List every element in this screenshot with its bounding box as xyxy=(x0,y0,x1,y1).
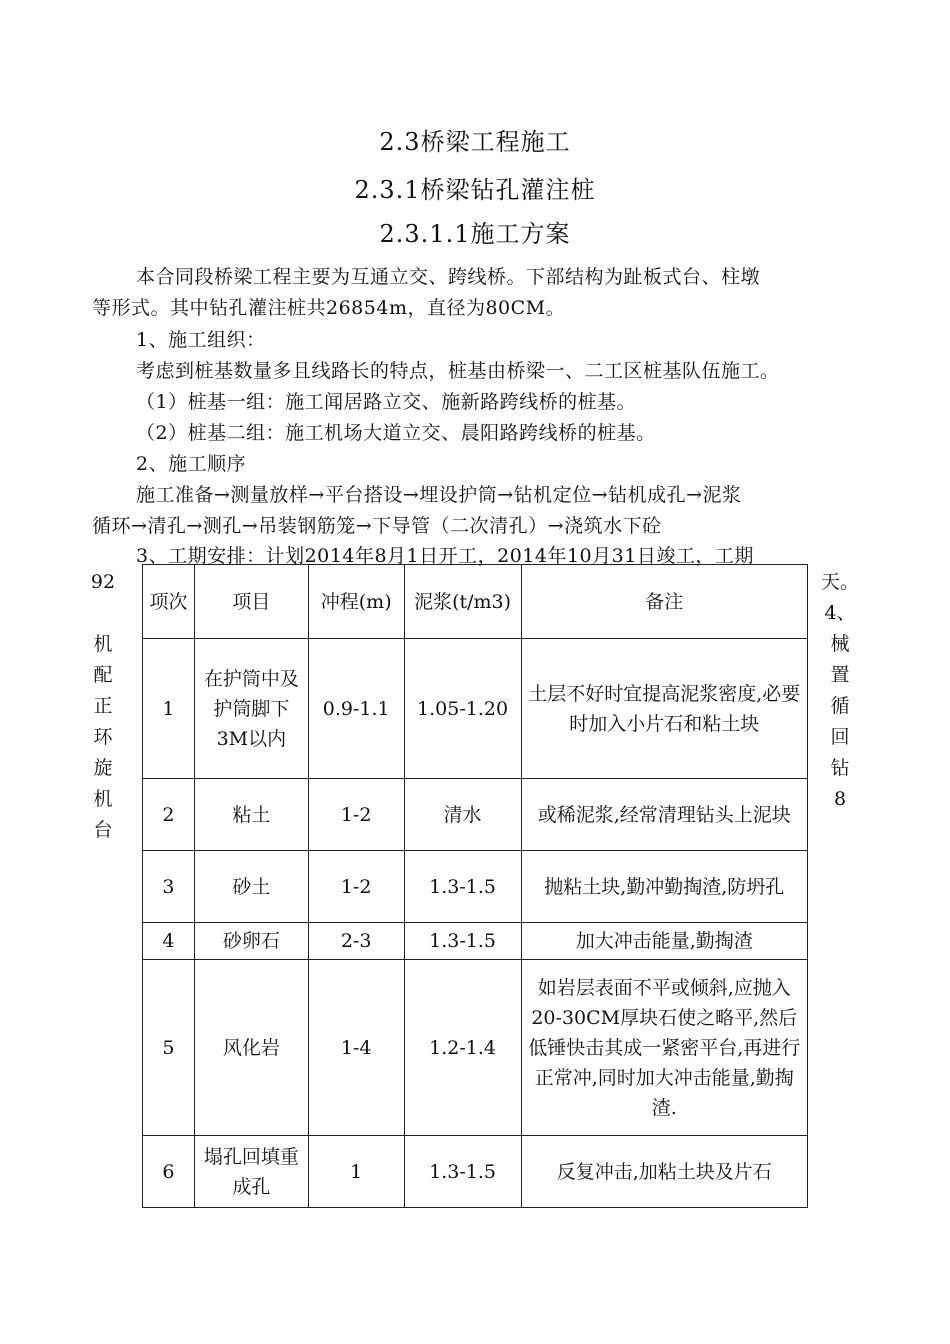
table-cell: 清水 xyxy=(404,779,521,851)
margin-char: 旋 xyxy=(93,757,113,779)
margin-char: 机 xyxy=(93,633,113,655)
paragraph-line: 等形式。其中钻孔灌注桩共26854m，直径为80CM。 xyxy=(92,297,566,319)
table-cell: 砂土 xyxy=(194,851,308,923)
margin-char: 正 xyxy=(93,695,113,717)
table-cell: 4 xyxy=(143,923,195,960)
table-cell: 或稀泥浆,经常清理钻头上泥块 xyxy=(521,779,808,851)
table-cell: 如岩层表面不平或倾斜,应抛入20-30CM厚块石使之略平,然后低锤快击其成一紧密平台,再进行正常冲,同时加大冲击能量,勤掏渣. xyxy=(521,960,808,1136)
margin-char xyxy=(86,598,120,629)
table-cell: 1.3-1.5 xyxy=(404,923,521,960)
table-row xyxy=(143,779,808,851)
paragraph-line: 本合同段桥梁工程主要为互通立交、跨线桥。下部结构为趾板式台、柱墩 xyxy=(136,266,761,288)
left-margin-text xyxy=(86,567,120,846)
margin-char: 台 xyxy=(93,819,113,841)
margin-char: 92 xyxy=(90,571,116,593)
table-cell: 反复冲击,加粘土块及片石 xyxy=(521,1136,808,1208)
paragraph-line: （1）桩基一组：施工闻居路立交、施新路跨线桥的桩基。 xyxy=(136,391,637,413)
margin-char: 械 xyxy=(830,633,850,655)
table-cell: 加大冲击能量,勤掏渣 xyxy=(521,923,808,960)
paragraph-line: 3、工期安排：计划2014年8月1日开工，2014年10月31日竣工，工期 xyxy=(136,545,754,567)
table-cell: 1-2 xyxy=(308,779,404,851)
subsection-title: 2.3.1桥梁钻孔灌注桩 xyxy=(354,176,596,204)
section-title: 2.3桥梁工程施工 xyxy=(379,128,571,156)
margin-char: 置 xyxy=(830,664,850,686)
paragraph-line: （2）桩基二组：施工机场大道立交、晨阳路跨线桥的桩基。 xyxy=(136,422,656,444)
header-cell: 项次 xyxy=(143,565,195,639)
drilling-parameters-table xyxy=(142,564,808,1208)
paragraph-line: 1、施工组织： xyxy=(136,329,266,351)
margin-char: 机 xyxy=(93,788,113,810)
table-cell: 3 xyxy=(143,851,195,923)
table-header-row xyxy=(143,565,808,639)
table-cell: 2 xyxy=(143,779,195,851)
table-cell: 粘土 xyxy=(194,779,308,851)
margin-char: 钻 xyxy=(830,757,850,779)
paragraph-line: 施工准备→测量放样→平台搭设→埋设护筒→钻机定位→钻机成孔→泥浆 xyxy=(136,484,742,506)
table-row xyxy=(143,1136,808,1208)
table-cell: 风化岩 xyxy=(194,960,308,1136)
margin-char: 循 xyxy=(830,695,850,717)
table-row xyxy=(143,923,808,960)
table-cell: 6 xyxy=(143,1136,195,1208)
paragraph-line: 循环→清孔→测孔→吊装钢筋笼→下导管（二次清孔）→浇筑水下砼 xyxy=(92,515,662,537)
table-cell: 1-4 xyxy=(308,960,404,1136)
right-margin-text xyxy=(815,567,865,815)
margin-char: 天。 xyxy=(820,571,859,593)
table-cell: 1 xyxy=(308,1136,404,1208)
margin-char: 回 xyxy=(830,726,850,748)
table-cell: 5 xyxy=(143,960,195,1136)
header-cell: 泥浆(t/m3) xyxy=(404,565,521,639)
table-cell: 在护筒中及护筒脚下3M以内 xyxy=(194,639,308,779)
header-cell: 项目 xyxy=(194,565,308,639)
paragraph-line: 2、施工顺序 xyxy=(136,453,247,475)
margin-char: 环 xyxy=(93,726,113,748)
margin-char: 4、 xyxy=(824,602,856,624)
table-cell: 2-3 xyxy=(308,923,404,960)
table-row xyxy=(143,851,808,923)
paragraph-line: 考虑到桩基数量多且线路长的特点，桩基由桥梁一、二工区桩基队伍施工。 xyxy=(136,360,780,382)
sub-subsection-title: 2.3.1.1施工方案 xyxy=(379,220,571,248)
table-cell: 砂卵石 xyxy=(194,923,308,960)
header-cell: 备注 xyxy=(521,565,808,639)
table-cell: 1 xyxy=(143,639,195,779)
margin-char: 8 xyxy=(833,788,847,810)
table-cell: 1.05-1.20 xyxy=(404,639,521,779)
table-row xyxy=(143,960,808,1136)
table-row xyxy=(143,639,808,779)
header-cell: 冲程(m) xyxy=(308,565,404,639)
table-cell: 0.9-1.1 xyxy=(308,639,404,779)
margin-char: 配 xyxy=(93,664,113,686)
table-cell: 1.3-1.5 xyxy=(404,851,521,923)
table-cell: 1.3-1.5 xyxy=(404,1136,521,1208)
table-cell: 抛粘土块,勤冲勤掏渣,防坍孔 xyxy=(521,851,808,923)
table-cell: 1-2 xyxy=(308,851,404,923)
table-cell: 塌孔回填重成孔 xyxy=(194,1136,308,1208)
table-cell: 土层不好时宜提高泥浆密度,必要时加入小片石和粘土块 xyxy=(521,639,808,779)
table-cell: 1.2-1.4 xyxy=(404,960,521,1136)
